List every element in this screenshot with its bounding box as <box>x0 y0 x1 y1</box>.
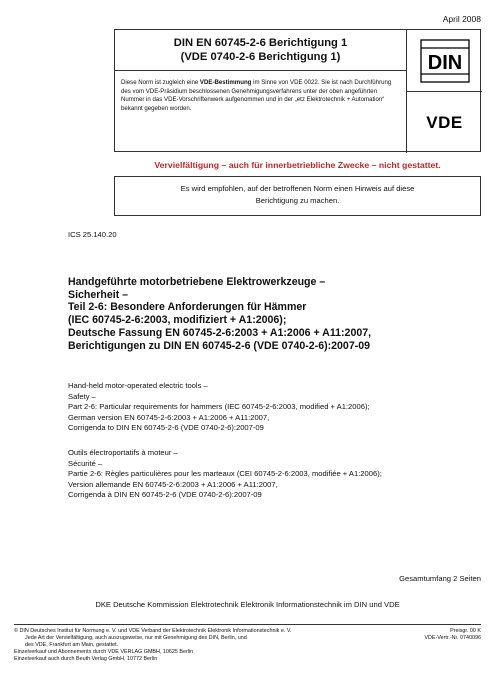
din-logo-text: DIN <box>427 51 462 74</box>
sales-line: Einzelverkauf und Abonnements durch VDE VERLAG GMBH, 10625 Berlin <box>14 648 194 655</box>
recommendation-line-1: Es wird empfohlen, auf der betroffenen Norm einen Hinweis auf diese <box>180 184 415 193</box>
vde-classification: (VDE 0740-2-6 Berichtigung 1) <box>180 51 341 63</box>
document-title-block <box>115 30 407 71</box>
german-title-line: Berichtigungen zu DIN EN 60745-2-6 (VDE 0740-2-6):2007-09 <box>68 339 371 352</box>
french-title-line: Corrigenda à DIN EN 60745-2-6 (VDE 0740-2-6):2007-09 <box>68 490 262 499</box>
reproduction-warning: Vervielfältigung – auch für innerbetriebliche Zwecke – nicht gestattet. <box>154 160 441 170</box>
french-title-line: Outils électroportatifs à moteur – <box>68 448 178 457</box>
din-logo <box>407 30 482 92</box>
publication-date: April 2008 <box>442 14 481 24</box>
copyright-line: Jede Art der Vervielfältigung, auch auszugsweise, nur mit Genehmigung des DIN, Berlin, und <box>25 634 247 641</box>
document-header <box>114 29 481 152</box>
german-title-line: Teil 2-6: Besondere Anforderungen für Hämmer <box>68 301 307 314</box>
vde-notice-pre: Diese Norm ist zugleich eine <box>121 79 200 86</box>
english-title-line: Safety – <box>68 391 96 401</box>
french-title <box>68 448 483 501</box>
sales-line: Einzelverkauf auch durch Beuth Verlag GmbH, 10772 Berlin <box>14 655 158 662</box>
footer <box>14 624 481 662</box>
vde-order-number: VDE-Vertr.-Nr. 0740096 <box>424 635 481 641</box>
french-title-line: Sécurité – <box>68 458 103 468</box>
english-title <box>68 381 483 434</box>
recommendation-line-2: Berichtigung zu machen. <box>255 195 340 205</box>
french-title-line: Partie 2-6: Règles particulières pour les marteaux (CEI 60745-2-6:2003, modifiée + A1:2006); <box>68 469 382 478</box>
german-title-line: (IEC 60745-2-6:2003, modifiziert + A1:2006); <box>68 314 287 327</box>
dke-line: DKE Deutsche Kommission Elektrotechnik Elektronik Informationstechnik im DIN und VDE <box>95 600 400 609</box>
german-title-line: Deutsche Fassung EN 60745-2-6:2003 + A1:2006 + A11:2007, <box>68 326 372 339</box>
total-pages: Gesamtumfang 2 Seiten <box>399 574 481 583</box>
german-title <box>68 276 478 352</box>
din-logo-graphic <box>420 39 470 83</box>
recommendation-box <box>114 176 481 216</box>
english-title-line: Hand-held motor-operated electric tools – <box>68 381 208 390</box>
footer-price <box>401 628 481 642</box>
german-title-line: Handgeführte motorbetriebene Elektrowerkzeuge – <box>68 276 326 288</box>
english-title-line: German version EN 60745-2-6:2003 + A1:2006 + A11:2007, <box>68 412 270 422</box>
ics-code: ICS 25.140.20 <box>68 230 117 239</box>
copyright-line: des VDE, Frankfurt am Main, gestattet. <box>25 641 119 648</box>
english-title-line: Corrigenda to DIN EN 60745-2-6 (VDE 0740-2-6):2007-09 <box>68 423 264 432</box>
vde-logo-box <box>407 92 482 153</box>
document-number: DIN EN 60745-2-6 Berichtigung 1 <box>173 37 348 49</box>
vde-logo: VDE <box>426 112 463 132</box>
price-group: Preisgr. 00 K <box>450 628 481 634</box>
vde-notice <box>115 71 407 153</box>
vde-notice-post: im Sinne von VDE 0022. Sie ist nach Durchführung des vom VDE-Präsidium beschlossenen Genehmigungsverfahrens unter der oben angeführten Nummer in das VDE-Vorschriftenwerk aufgenommen und in der „etz Elektrotechnik + Automation“ bekannt gegeben worden. <box>121 79 392 112</box>
footer-copyright <box>14 628 414 663</box>
copyright-line: © DIN Deutsches Institut für Normung e. V. und VDE Verband der Elektrotechnik Elektronik Informationstechnik e. V. <box>14 628 292 634</box>
french-title-line: Version allemande EN 60745-2-6:2003 + A1:2006 + A11:2007, <box>68 479 278 489</box>
german-title-line: Sicherheit – <box>68 288 129 301</box>
vde-notice-bold: VDE-Bestimmung <box>199 79 252 86</box>
english-title-line: Part 2-6: Particular requirements for hammers (IEC 60745-2-6:2003, modified + A1:2006); <box>68 402 370 411</box>
